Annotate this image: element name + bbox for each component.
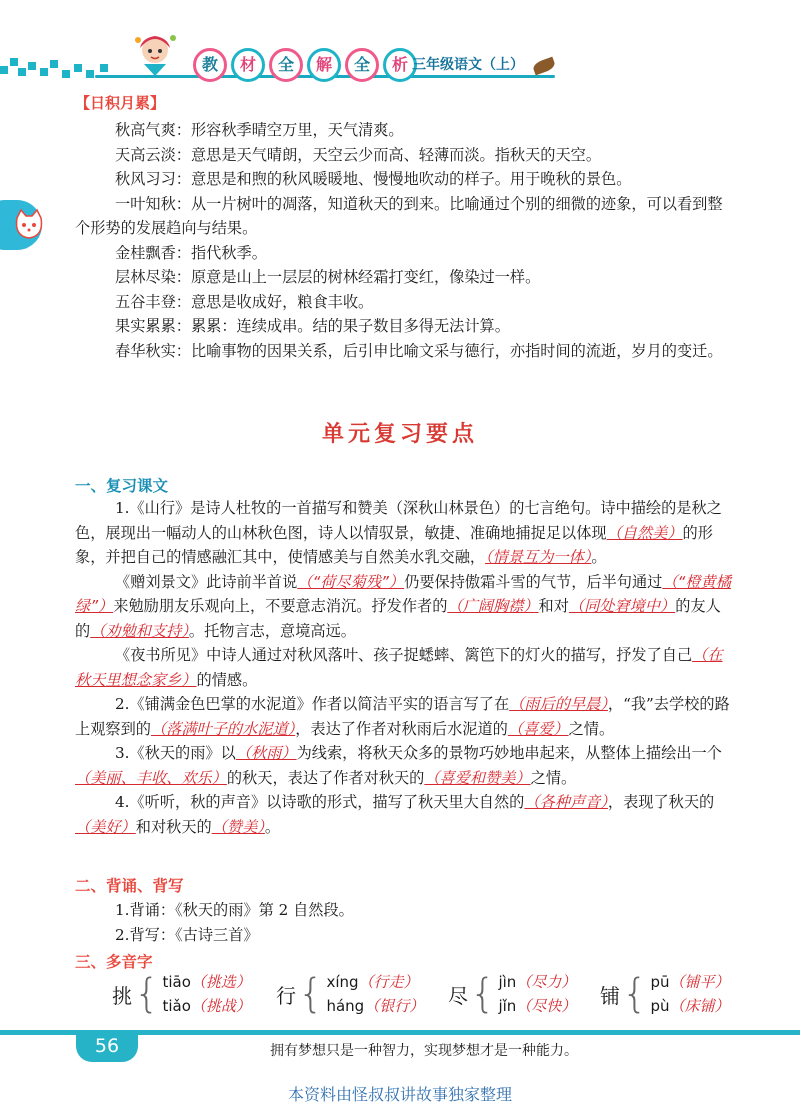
review-paragraph: 《夜书所见》中诗人通过对秋风落叶、孩子捉蟋蟀、篱笆下的灯火的描写，抒发了自己（在秋天里想念家乡）的情感。 bbox=[75, 646, 723, 689]
review-paragraph: 2.《铺满金色巴掌的水泥道》作者以简洁平实的语言写了在（雨后的早晨），“我”去学校的路上观察到的（落满叶子的水泥道），表达了作者对秋雨后水泥道的（喜爱）之情。 bbox=[75, 695, 730, 738]
answer-text: （广阔胸襟） bbox=[447, 597, 539, 615]
heading-review: 一、复习课文 bbox=[75, 477, 169, 495]
list-item: 一叶知秋：从一片树叶的凋落，知道秋天的到来。比喻通过个别的细微的迹象，可以看到整个形势的发展趋向与结果。 bbox=[75, 194, 723, 237]
poly-char: 铺 bbox=[600, 983, 620, 1008]
answer-text: （“橙黄橘绿”） bbox=[75, 572, 731, 615]
page-number: 56 bbox=[76, 1030, 138, 1062]
title-char: 全 bbox=[269, 48, 303, 82]
list-item: 1.背诵：《秋天的雨》第 2 自然段。 bbox=[115, 901, 354, 919]
list-item: 果实累累：累累：连续成串。结的果子数目多得无法计算。 bbox=[115, 317, 510, 335]
answer-text: （秋雨） bbox=[235, 744, 297, 762]
title-char: 材 bbox=[231, 48, 265, 82]
review-paragraph: 1.《山行》是诗人杜牧的一首描写和赞美（深秋山林景色）的七言绝句。诗中描绘的是秋之色，展现出一幅动人的山林秋色图，诗人以情驭景，敏捷、准确地捕捉足以体现（自然美）的形象，并把自己的情感融汇其中，使情感美与自然美水乳交融，（情景互为一体）。 bbox=[75, 499, 722, 566]
poly-char: 行 bbox=[276, 983, 296, 1008]
cat-face-icon bbox=[12, 208, 46, 242]
heading-polyphonic: 三、多音字 bbox=[75, 953, 153, 971]
answer-text: （劝勉和支持） bbox=[90, 621, 189, 640]
answer-text: （在秋天里想念家乡） bbox=[75, 646, 723, 689]
answer-text: （赞美） bbox=[211, 817, 265, 836]
review-paragraph: 3.《秋天的雨》以（秋雨）为线索，将秋天众多的景物巧妙地串起来，从整体上描绘出一个（美丽、丰收、欢乐）的秋天，表达了作者对秋天的（喜爱和赞美）之情。 bbox=[75, 744, 722, 787]
polyphonic-group: 尽 { jìn（尽力） jǐn（尽快） bbox=[448, 971, 577, 1017]
polyphonic-group: 铺 { pū（铺平） pù（床铺） bbox=[600, 971, 730, 1017]
answer-text: （雨后的早晨） bbox=[509, 695, 608, 713]
girl-mascot-icon bbox=[130, 30, 180, 78]
list-item: 层林尽染：原意是山上一层层的树林经霜打变红，像染过一样。 bbox=[115, 268, 541, 286]
riji-list bbox=[75, 118, 735, 363]
answer-text: （各种声音） bbox=[524, 793, 608, 811]
answer-text: （“荷尽菊残”） bbox=[297, 572, 405, 591]
list-item: 五谷丰登：意思是收成好，粮食丰收。 bbox=[115, 292, 374, 311]
polyphonic-group: 挑 { tiāo（挑选） tiǎo（挑战） bbox=[112, 971, 251, 1017]
poly-char: 挑 bbox=[112, 983, 132, 1008]
recite-list bbox=[75, 898, 735, 947]
answer-text: （喜爱） bbox=[507, 719, 569, 738]
title-char: 全 bbox=[345, 48, 379, 82]
footer-motto: 拥有梦想只是一种智力，实现梦想才是一种能力。 bbox=[270, 1043, 578, 1059]
title-char: 教 bbox=[193, 48, 227, 82]
polyphonic-group: 行 { xíng（行走） háng（银行） bbox=[276, 971, 425, 1017]
list-item: 天高云淡：意思是天气晴朗，天空云少而高、轻薄而淡。指秋天的天空。 bbox=[115, 145, 601, 164]
header-subtitle: 三年级语文（上） bbox=[412, 57, 524, 73]
unit-review-title: 单元复习要点 bbox=[321, 421, 478, 447]
list-item: 金桂飘香：指代秋季。 bbox=[115, 243, 267, 262]
review-paragraph: 4.《听听，秋的声音》以诗歌的形式，描写了秋天里大自然的（各种声音），表现了秋天的（美好）和对秋天的（赞美）。 bbox=[75, 793, 715, 836]
header-title bbox=[193, 48, 417, 82]
answer-text: （美丽、丰收、欢乐） bbox=[75, 768, 227, 787]
list-item: 秋高气爽：形容秋季晴空万里，天气清爽。 bbox=[115, 121, 404, 139]
section-label-riji: 【日积月累】 bbox=[75, 94, 166, 112]
answer-text: （自然美） bbox=[606, 523, 683, 542]
list-item: 秋风习习：意思是和煦的秋风暖暖地、慢慢地吹动的样子。用于晚秋的景色。 bbox=[115, 170, 632, 188]
answer-text: （喜爱和赞美） bbox=[424, 768, 531, 787]
answer-text: （情景互为一体） bbox=[485, 548, 592, 566]
title-char: 析 bbox=[383, 48, 417, 82]
heading-recite: 二、背诵、背写 bbox=[75, 877, 184, 895]
credit-line: 本资料由怪叔叔讲故事独家整理 bbox=[287, 1085, 512, 1104]
title-char: 解 bbox=[307, 48, 341, 82]
answer-text: （同处窘境中） bbox=[568, 597, 676, 615]
review-paragraph: 《赠刘景文》此诗前半首说（“荷尽菊残”）仍要保持傲霜斗雪的气节，后半句通过（“橙黄橘绿”）来勉励朋友乐观向上，不要意志消沉。抒发作者的（广阔胸襟）和对（同处窘境中）的友人的（劝勉和支持）。托物言志，意境高远。 bbox=[75, 572, 731, 640]
list-item: 2.背写：《古诗三首》 bbox=[115, 925, 259, 944]
poly-char: 尽 bbox=[448, 983, 468, 1008]
list-item: 春华秋实：比喻事物的因果关系，后引申比喻文采与德行，亦指时间的流逝，岁月的变迁。 bbox=[115, 341, 723, 360]
answer-text: （落满叶子的水泥道） bbox=[150, 719, 296, 738]
review-body bbox=[75, 496, 735, 839]
answer-text: （美好） bbox=[75, 817, 136, 836]
